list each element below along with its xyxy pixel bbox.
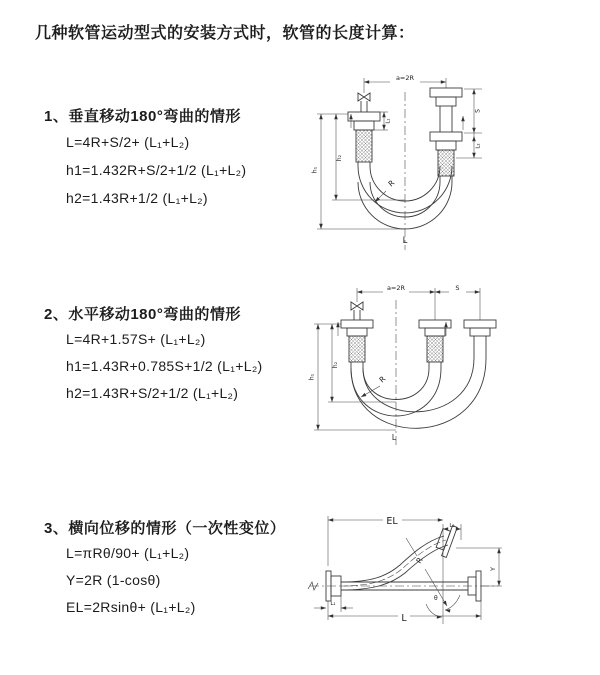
centerline-mark (308, 582, 318, 590)
right-flange-lower (430, 132, 462, 150)
d3-label-l1: L₁ (330, 601, 336, 607)
d2-label-r: R (377, 374, 388, 385)
d2-label-s: S (455, 284, 460, 292)
hose-drawing (341, 300, 496, 448)
braid-section-left (349, 336, 365, 362)
d1-label-h1: h₁ (311, 166, 319, 174)
d2-label-h1: h₁ (308, 373, 316, 381)
braid-section-middle (427, 336, 443, 362)
left-flange (341, 320, 373, 336)
d3-label-r: R (414, 555, 425, 566)
d1-label-l2: L₂ (475, 143, 482, 149)
section-1-formula-h2: h2=1.43R+1/2 (L₁+L₂) (66, 190, 208, 206)
d1-label-h2: h₂ (336, 154, 343, 162)
d3-label-theta: θ (434, 595, 438, 602)
section-1-heading: 1、垂直移动180°弯曲的情形 (44, 108, 241, 125)
section-2-formula-h1: h1=1.43R+0.785S+1/2 (L₁+L₂) (66, 358, 263, 374)
section-2-heading: 2、水平移动180°弯曲的情形 (44, 306, 241, 323)
d3-label-y: Y (489, 567, 497, 571)
dimension-lines (314, 288, 480, 430)
diagram-horizontal-180 (306, 280, 598, 460)
diagram-vertical-180 (306, 70, 578, 255)
d3-label-el: EL (386, 516, 398, 527)
d1-label-r: R (386, 178, 397, 189)
d3-label-l2: L₂ (449, 523, 455, 529)
page-title: 几种软管运动型式的安装方式时，软管的长度计算： (35, 25, 415, 42)
d1-label-a2r: a=2R (395, 74, 415, 82)
d1-label-s: S (474, 109, 482, 113)
right-flange (464, 320, 496, 336)
section-1-formula-L: L=4R+S/2+ (L₁+L₂) (66, 134, 190, 150)
d2-label-h2: h₂ (332, 361, 339, 369)
section-3-formula-L: L=πRθ/90+ (L₁+L₂) (66, 545, 190, 561)
d2-label-a2r: a=2R (386, 284, 406, 292)
diagram-lateral-displacement (298, 496, 598, 654)
dimension-lines (317, 78, 482, 229)
hose-drawing (308, 523, 498, 601)
d1-label-l: L (402, 236, 408, 246)
valve-icon (358, 93, 370, 112)
hose-drawing (348, 88, 462, 250)
section-3-formula-EL: EL=2Rsinθ+ (L₁+L₂) (66, 599, 196, 615)
d2-label-l: L (391, 433, 397, 442)
hose-u-bends (351, 358, 486, 428)
section-3-heading: 3、横向位移的情形（一次性变位） (44, 520, 286, 537)
d3-label-l: L (401, 613, 407, 624)
section-1-formula-h1: h1=1.432R+S/2+1/2 (L₁+L₂) (66, 162, 247, 178)
section-2-formula-h2: h2=1.43R+S/2+1/2 (L₁+L₂) (66, 385, 239, 401)
section-2-formula-L: L=4R+1.57S+ (L₁+L₂) (66, 331, 206, 347)
d1-label-l1: L₁ (385, 118, 392, 124)
braid-section-left (356, 130, 372, 162)
section-3-formula-Y: Y=2R (1-cosθ) (66, 572, 161, 588)
valve-icon (351, 302, 363, 320)
right-flange-upper (430, 88, 462, 106)
left-flange (348, 112, 380, 130)
